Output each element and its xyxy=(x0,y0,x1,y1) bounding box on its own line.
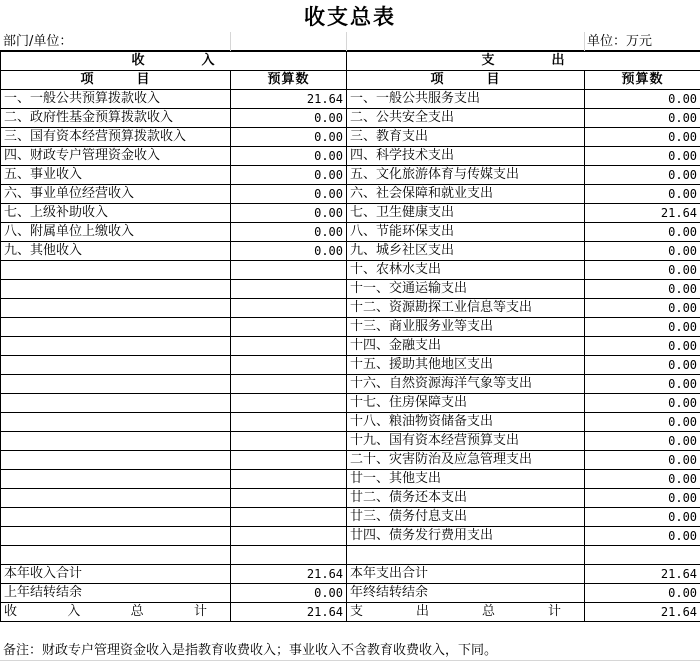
expense-item-label: 三、教育支出 xyxy=(347,128,585,147)
expense-item-label: 十二、资源勘探工业信息等支出 xyxy=(347,299,585,318)
table-row xyxy=(1,242,700,261)
expense-item-label: 廿二、债务还本支出 xyxy=(347,489,585,508)
empty-cell xyxy=(231,356,347,375)
table-row xyxy=(1,508,700,527)
income-item-label: 一、一般公共预算拨款收入 xyxy=(1,90,231,109)
carry-out-label: 年终结转结余 xyxy=(347,584,585,603)
expense-item-value: 0.00 xyxy=(585,432,700,451)
expense-budget-header: 预算数 xyxy=(585,71,700,90)
income-item-value: 0.00 xyxy=(231,185,347,204)
grid-line xyxy=(346,32,347,51)
dept-label: 部门/单位： xyxy=(3,34,73,49)
table-row xyxy=(1,204,700,223)
income-item-label: 九、其他收入 xyxy=(1,242,231,261)
expense-item-label: 十七、住房保障支出 xyxy=(347,394,585,413)
grid-line xyxy=(584,32,585,51)
empty-cell xyxy=(231,432,347,451)
expense-item-label: 十一、交通运输支出 xyxy=(347,280,585,299)
grid-line xyxy=(230,32,231,51)
empty-cell xyxy=(1,432,231,451)
budget-table xyxy=(0,51,700,622)
income-year-total-label: 本年收入合计 xyxy=(1,565,231,584)
section-header-row xyxy=(1,52,700,71)
income-item-value: 21.64 xyxy=(231,90,347,109)
total-label-char: 出 xyxy=(416,604,430,619)
income-year-total-value: 21.64 xyxy=(231,565,347,584)
table-row xyxy=(1,166,700,185)
empty-cell xyxy=(1,470,231,489)
expense-item-value: 21.64 xyxy=(585,204,700,223)
table-row xyxy=(1,261,700,280)
total-label-char: 计 xyxy=(547,604,561,619)
expense-item-value: 0.00 xyxy=(585,128,700,147)
expense-item-label: 四、科学技术支出 xyxy=(347,147,585,166)
income-item-value: 0.00 xyxy=(231,223,347,242)
empty-cell xyxy=(231,299,347,318)
empty-cell xyxy=(231,394,347,413)
total-label-char: 计 xyxy=(193,604,207,619)
income-item-label: 七、上级补助收入 xyxy=(1,204,231,223)
income-budget-header: 预算数 xyxy=(231,71,347,90)
table-row xyxy=(1,489,700,508)
table-row xyxy=(1,185,700,204)
empty-cell xyxy=(231,527,347,546)
expense-item-label: 八、节能环保支出 xyxy=(347,223,585,242)
empty-cell xyxy=(1,413,231,432)
expense-item-label: 六、社会保障和就业支出 xyxy=(347,185,585,204)
table-row xyxy=(1,394,700,413)
empty-cell xyxy=(1,337,231,356)
expense-item-label: 廿三、债务付息支出 xyxy=(347,508,585,527)
total-label-char: 总 xyxy=(481,604,495,619)
income-item-label: 三、国有资本经营预算拨款收入 xyxy=(1,128,231,147)
empty-cell xyxy=(347,546,585,565)
empty-cell xyxy=(231,261,347,280)
expense-item-value: 0.00 xyxy=(585,318,700,337)
table-row xyxy=(1,318,700,337)
grand-total-row xyxy=(1,603,700,622)
empty-cell xyxy=(1,546,231,565)
spacer-row xyxy=(1,546,700,565)
expense-item-label: 十三、商业服务业等支出 xyxy=(347,318,585,337)
table-row xyxy=(1,109,700,128)
expense-item-value: 0.00 xyxy=(585,356,700,375)
total-label-char: 入 xyxy=(67,604,81,619)
expense-item-label: 廿一、其他支出 xyxy=(347,470,585,489)
table-row xyxy=(1,432,700,451)
income-item-value: 0.00 xyxy=(231,166,347,185)
expense-year-total-value: 21.64 xyxy=(585,565,700,584)
empty-cell xyxy=(1,375,231,394)
table-row xyxy=(1,280,700,299)
expense-item-value: 0.00 xyxy=(585,166,700,185)
empty-cell xyxy=(1,508,231,527)
empty-cell xyxy=(1,280,231,299)
table-row xyxy=(1,299,700,318)
table-row xyxy=(1,356,700,375)
table-row xyxy=(1,375,700,394)
expense-item-label: 十五、援助其他地区支出 xyxy=(347,356,585,375)
table-row xyxy=(1,470,700,489)
carry-in-value: 0.00 xyxy=(231,584,347,603)
table-row xyxy=(1,90,700,109)
expense-item-value: 0.00 xyxy=(585,90,700,109)
year-total-row xyxy=(1,565,700,584)
expense-year-total-label: 本年支出合计 xyxy=(347,565,585,584)
expense-item-value: 0.00 xyxy=(585,394,700,413)
income-item-label: 二、政府性基金预算拨款收入 xyxy=(1,109,231,128)
empty-cell xyxy=(1,394,231,413)
expense-item-label: 九、城乡社区支出 xyxy=(347,242,585,261)
expense-item-value: 0.00 xyxy=(585,109,700,128)
table-row xyxy=(1,527,700,546)
expense-item-label: 廿四、债务发行费用支出 xyxy=(347,527,585,546)
income-item-value: 0.00 xyxy=(231,128,347,147)
table-row xyxy=(1,147,700,166)
expense-item-header: 项 目 xyxy=(347,71,585,90)
income-item-label: 八、附属单位上缴收入 xyxy=(1,223,231,242)
expense-item-value: 0.00 xyxy=(585,413,700,432)
empty-cell xyxy=(231,375,347,394)
expense-grand-total-label xyxy=(347,603,585,622)
expense-item-label: 二、公共安全支出 xyxy=(347,109,585,128)
empty-cell xyxy=(1,299,231,318)
carry-out-value: 0.00 xyxy=(585,584,700,603)
table-row xyxy=(1,413,700,432)
income-grand-total-text xyxy=(4,603,227,621)
empty-cell xyxy=(231,470,347,489)
income-grand-total-label xyxy=(1,603,231,622)
expense-item-value: 0.00 xyxy=(585,508,700,527)
page-title: 收支总表 xyxy=(304,5,396,29)
footnote: 备注：财政专户管理资金收入是指教育收费收入；事业收入不含教育收费收入，下同。 xyxy=(3,643,498,658)
expense-item-value: 0.00 xyxy=(585,375,700,394)
income-item-value: 0.00 xyxy=(231,204,347,223)
expense-grand-total-text xyxy=(350,603,581,621)
unit-label: 单位：万元 xyxy=(587,34,653,49)
table-row xyxy=(1,451,700,470)
expense-item-label: 十六、自然资源海洋气象等支出 xyxy=(347,375,585,394)
empty-cell xyxy=(231,489,347,508)
income-item-label: 六、事业单位经营收入 xyxy=(1,185,231,204)
empty-cell xyxy=(1,261,231,280)
empty-cell xyxy=(231,508,347,527)
total-label-char: 总 xyxy=(130,604,144,619)
expense-item-value: 0.00 xyxy=(585,147,700,166)
expense-item-label: 一、一般公共服务支出 xyxy=(347,90,585,109)
expense-item-value: 0.00 xyxy=(585,185,700,204)
expense-item-label: 十、农林水支出 xyxy=(347,261,585,280)
table-row xyxy=(1,223,700,242)
expense-item-value: 0.00 xyxy=(585,280,700,299)
income-item-label: 五、事业收入 xyxy=(1,166,231,185)
expense-item-value: 0.00 xyxy=(585,470,700,489)
expense-header: 支 出 xyxy=(347,52,700,71)
empty-cell xyxy=(231,451,347,470)
expense-item-label: 七、卫生健康支出 xyxy=(347,204,585,223)
expense-item-value: 0.00 xyxy=(585,242,700,261)
empty-cell xyxy=(1,356,231,375)
expense-item-value: 0.00 xyxy=(585,223,700,242)
empty-cell xyxy=(231,546,347,565)
empty-cell xyxy=(1,451,231,470)
expense-item-label: 十八、粮油物资储备支出 xyxy=(347,413,585,432)
empty-cell xyxy=(1,489,231,508)
empty-cell xyxy=(1,318,231,337)
expense-item-label: 五、文化旅游体育与传媒支出 xyxy=(347,166,585,185)
income-item-value: 0.00 xyxy=(231,109,347,128)
expense-item-value: 0.00 xyxy=(585,299,700,318)
empty-cell xyxy=(231,318,347,337)
expense-item-value: 0.00 xyxy=(585,337,700,356)
income-header: 收 入 xyxy=(1,52,347,71)
carry-in-label: 上年结转结余 xyxy=(1,584,231,603)
total-label-char: 收 xyxy=(4,604,18,619)
empty-cell xyxy=(231,280,347,299)
income-item-label: 四、财政专户管理资金收入 xyxy=(1,147,231,166)
income-item-value: 0.00 xyxy=(231,242,347,261)
income-item-value: 0.00 xyxy=(231,147,347,166)
total-label-char: 支 xyxy=(350,604,364,619)
income-item-header: 项 目 xyxy=(1,71,231,90)
expense-item-value: 0.00 xyxy=(585,451,700,470)
expense-item-label: 十四、金融支出 xyxy=(347,337,585,356)
carry-over-row xyxy=(1,584,700,603)
table-row xyxy=(1,128,700,147)
table-row xyxy=(1,337,700,356)
empty-cell xyxy=(1,527,231,546)
expense-item-value: 0.00 xyxy=(585,261,700,280)
column-header-row xyxy=(1,71,700,90)
empty-cell xyxy=(231,337,347,356)
expense-grand-total-value: 21.64 xyxy=(585,603,700,622)
expense-item-value: 0.00 xyxy=(585,527,700,546)
expense-item-value: 0.00 xyxy=(585,489,700,508)
empty-cell xyxy=(585,546,700,565)
expense-item-label: 十九、国有资本经营预算支出 xyxy=(347,432,585,451)
empty-cell xyxy=(231,413,347,432)
income-grand-total-value: 21.64 xyxy=(231,603,347,622)
expense-item-label: 二十、灾害防治及应急管理支出 xyxy=(347,451,585,470)
